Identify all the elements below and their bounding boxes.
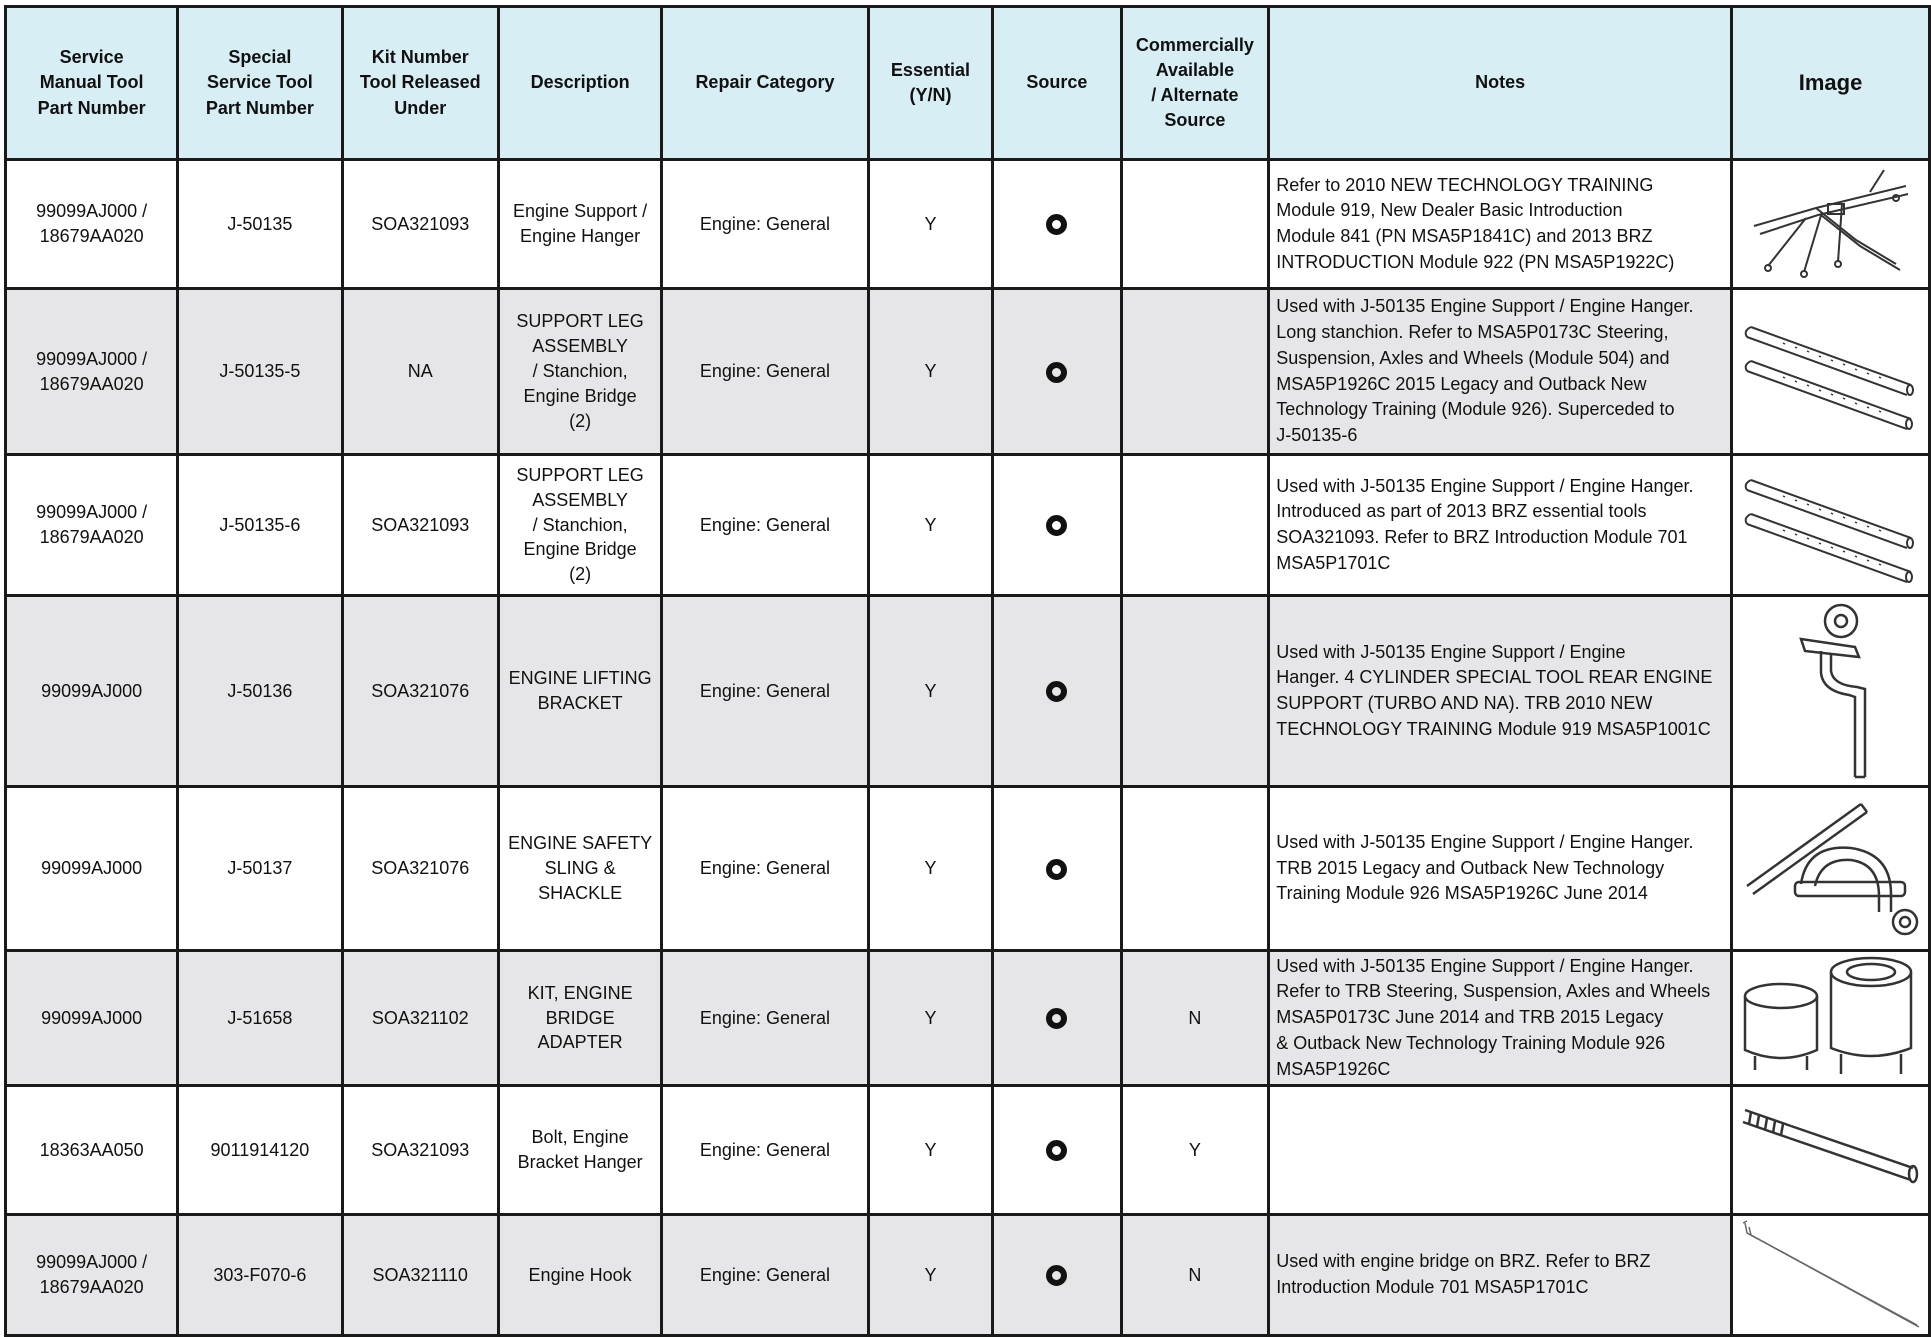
header-line: Kit Number <box>371 47 469 68</box>
cell-line: BRACKET <box>537 693 623 713</box>
stanchion-image <box>1735 313 1926 431</box>
cell-line: Used with J-50135 Engine Support / Engine Hanger. <box>1276 831 1694 852</box>
cell-line: Introduced as part of 2013 BRZ essential tools <box>1276 501 1647 522</box>
cell-image <box>1732 160 1930 289</box>
table-row <box>6 289 1930 455</box>
cell-kit-number: SOA321102 <box>342 951 498 1086</box>
col-image: Image <box>1732 7 1930 160</box>
cell-repair-category: Engine: General <box>662 160 868 289</box>
cell-line: 99099AJ000 <box>41 680 143 701</box>
cell-special-service: 303-F070-6 <box>178 1215 342 1336</box>
cell-line: J-50135-6 <box>1276 424 1358 445</box>
cell-line: Hanger. 4 CYLINDER SPECIAL TOOL REAR ENGINE <box>1276 667 1713 688</box>
cell-notes <box>1269 787 1732 951</box>
cell-service-manual <box>6 951 178 1086</box>
cell-image <box>1732 596 1930 787</box>
cell-line: TECHNOLOGY TRAINING Module 919 MSA5P1001C <box>1276 718 1711 739</box>
cell-line: MSA5P1701C <box>1276 552 1391 573</box>
cell-special-service: J-50135 <box>178 160 342 289</box>
ring-icon <box>1046 859 1067 880</box>
cell-source <box>993 787 1121 951</box>
cell-source <box>993 455 1121 596</box>
col-essential <box>868 7 993 160</box>
lifting-bracket-image <box>1735 601 1926 781</box>
cell-line: 99099AJ000 / <box>36 1252 148 1273</box>
cell-line: 18363AA050 <box>39 1139 144 1160</box>
sling-shackle-image <box>1735 794 1926 944</box>
cell-essential: Y <box>868 1086 993 1215</box>
bridge-adapter-image <box>1735 952 1926 1084</box>
col-kit-number <box>342 7 498 160</box>
cell-line: Module 841 (PN MSA5P1841C) and 2013 BRZ <box>1276 226 1653 246</box>
cell-line: BRIDGE <box>545 1007 615 1028</box>
table-row <box>6 1215 1930 1336</box>
col-repair-category: Repair Category <box>662 7 868 160</box>
header-line: Part Number <box>205 97 314 118</box>
cell-image <box>1732 1215 1930 1336</box>
ring-icon <box>1046 681 1067 702</box>
table-row <box>6 787 1930 951</box>
header-line: (Y/N) <box>909 85 952 105</box>
cell-line: Engine Bridge <box>523 385 637 406</box>
cell-line: ENGINE LIFTING <box>508 668 652 689</box>
cell-line: Bracket Hanger <box>517 1152 643 1172</box>
cell-line: ENGINE SAFETY <box>508 833 653 854</box>
col-service-manual <box>6 7 178 160</box>
cell-notes <box>1269 160 1732 289</box>
cell-line: MSA5P1926C 2015 Legacy and Outback New <box>1276 373 1647 394</box>
cell-line: 99099AJ000 / <box>36 348 148 369</box>
cell-special-service: J-50137 <box>178 787 342 951</box>
cell-commercial <box>1121 787 1269 951</box>
cell-notes <box>1269 1215 1732 1336</box>
cell-line: Module 919, New Dealer Basic Introduction <box>1276 200 1623 221</box>
cell-line: SUPPORT LEG <box>516 311 644 332</box>
cell-line: 18679AA020 <box>39 527 144 547</box>
cell-essential: Y <box>868 787 993 951</box>
header-line: Under <box>394 97 447 118</box>
stanchion-image <box>1735 466 1926 584</box>
cell-essential: Y <box>868 1215 993 1336</box>
header-line: Special <box>228 47 292 68</box>
header-line: Manual Tool <box>39 72 144 93</box>
cell-repair-category: Engine: General <box>662 289 868 455</box>
cell-line: Refer to TRB Steering, Suspension, Axles and Wheels <box>1276 981 1711 1002</box>
cell-source <box>993 289 1121 455</box>
cell-line: Long stanchion. Refer to MSA5P0173C Steering, <box>1276 322 1669 343</box>
cell-service-manual <box>6 455 178 596</box>
cell-line: Bolt, Engine <box>531 1127 629 1148</box>
cell-line: Refer to 2010 NEW TECHNOLOGY TRAINING <box>1276 174 1654 195</box>
cell-image <box>1732 289 1930 455</box>
cell-line: Technology Training (Module 926). Superceded to <box>1276 399 1675 420</box>
header-line: / Alternate <box>1151 85 1239 105</box>
cell-description <box>498 455 661 596</box>
cell-commercial: N <box>1121 1215 1269 1336</box>
table-row <box>6 455 1930 596</box>
cell-notes <box>1269 1086 1732 1215</box>
cell-image <box>1732 1086 1930 1215</box>
cell-essential: Y <box>868 596 993 787</box>
cell-service-manual <box>6 1215 178 1336</box>
cell-commercial: Y <box>1121 1086 1269 1215</box>
header-row <box>6 7 1930 160</box>
cell-source <box>993 1215 1121 1336</box>
header-line: Service Tool <box>207 72 313 93</box>
cell-line: Used with J-50135 Engine Support / Engine <box>1276 641 1626 662</box>
cell-notes <box>1269 455 1732 596</box>
cell-kit-number: SOA321110 <box>342 1215 498 1336</box>
cell-line: 99099AJ000 / <box>36 502 148 523</box>
cell-service-manual <box>6 289 178 455</box>
cell-line: Used with J-50135 Engine Support / Engine Hanger. <box>1276 296 1694 317</box>
header-line: Service <box>59 47 124 68</box>
col-source: Source <box>993 7 1121 160</box>
cell-essential: Y <box>868 289 993 455</box>
cell-line: ASSEMBLY <box>532 336 628 357</box>
cell-line: & Outback New Technology Training Module 926 <box>1276 1032 1666 1053</box>
cell-line: ASSEMBLY <box>532 489 628 510</box>
cell-commercial <box>1121 160 1269 289</box>
cell-repair-category: Engine: General <box>662 596 868 787</box>
cell-line: Engine Bridge <box>523 539 637 560</box>
cell-essential: Y <box>868 160 993 289</box>
cell-repair-category: Engine: General <box>662 1215 868 1336</box>
cell-line: Suspension, Axles and Wheels (Module 504) and <box>1276 347 1670 368</box>
table-row <box>6 160 1930 289</box>
ring-icon <box>1046 515 1067 536</box>
table-row <box>6 1086 1930 1215</box>
cell-line: 99099AJ000 <box>41 858 143 879</box>
cell-image <box>1732 787 1930 951</box>
cell-description <box>498 787 661 951</box>
cell-line: Used with J-50135 Engine Support / Engine Hanger. <box>1276 475 1694 496</box>
cell-line: Training Module 926 MSA5P1926C June 2014 <box>1276 883 1648 904</box>
cell-line: SOA321093. Refer to BRZ Introduction Module 701 <box>1276 527 1688 547</box>
tool-table <box>4 5 1931 1337</box>
ring-icon <box>1046 1265 1067 1286</box>
cell-notes <box>1269 951 1732 1086</box>
header-line: Source <box>1164 110 1226 131</box>
cell-line: Introduction Module 701 MSA5P1701C <box>1276 1277 1589 1297</box>
cell-kit-number: SOA321093 <box>342 1086 498 1215</box>
cell-line: SHACKLE <box>538 882 623 903</box>
cell-description <box>498 1215 661 1336</box>
cell-line: MSA5P1926C <box>1276 1058 1391 1079</box>
cell-essential: Y <box>868 455 993 596</box>
col-description: Description <box>498 7 661 160</box>
cell-line: TRB 2015 Legacy and Outback New Technology <box>1276 857 1665 878</box>
cell-special-service: 9011914120 <box>178 1086 342 1215</box>
cell-commercial <box>1121 455 1269 596</box>
cell-kit-number: SOA321093 <box>342 160 498 289</box>
cell-special-service: J-50136 <box>178 596 342 787</box>
bolt-image <box>1735 1100 1926 1200</box>
cell-line: SUPPORT (TURBO AND NA). TRB 2010 NEW <box>1276 693 1653 713</box>
cell-repair-category: Engine: General <box>662 951 868 1086</box>
cell-line: / Stanchion, <box>532 361 628 382</box>
cell-line: Engine Hanger <box>520 226 641 246</box>
cell-commercial <box>1121 596 1269 787</box>
cell-service-manual <box>6 787 178 951</box>
cell-commercial: N <box>1121 951 1269 1086</box>
header-line: Essential <box>890 59 970 80</box>
cell-description <box>498 160 661 289</box>
engine-support-image <box>1735 168 1926 280</box>
cell-line: ADAPTER <box>537 1032 623 1053</box>
cell-line: (2) <box>569 564 592 585</box>
cell-kit-number: SOA321076 <box>342 787 498 951</box>
cell-line: 18679AA020 <box>39 373 144 394</box>
col-commercial <box>1121 7 1269 160</box>
col-special-service <box>178 7 342 160</box>
cell-line: (2) <box>569 410 592 431</box>
cell-commercial <box>1121 289 1269 455</box>
cell-source <box>993 160 1121 289</box>
cell-kit-number: SOA321076 <box>342 596 498 787</box>
cell-source <box>993 596 1121 787</box>
cell-description <box>498 289 661 455</box>
header-line: Part Number <box>37 97 146 118</box>
cell-service-manual <box>6 160 178 289</box>
cell-repair-category: Engine: General <box>662 787 868 951</box>
cell-special-service: J-50135-6 <box>178 455 342 596</box>
cell-line: Engine Support / <box>513 201 648 222</box>
cell-description <box>498 1086 661 1215</box>
cell-line: SLING & <box>544 858 616 879</box>
cell-line: Engine Hook <box>528 1264 632 1285</box>
cell-line: MSA5P0173C June 2014 and TRB 2015 Legacy <box>1276 1007 1664 1028</box>
cell-repair-category: Engine: General <box>662 455 868 596</box>
cell-special-service: J-51658 <box>178 951 342 1086</box>
cell-source <box>993 951 1121 1086</box>
cell-line: 18679AA020 <box>39 226 144 246</box>
cell-line: 18679AA020 <box>39 1277 144 1297</box>
header-line: Tool Released <box>359 72 481 93</box>
table-row <box>6 596 1930 787</box>
cell-service-manual <box>6 1086 178 1215</box>
col-notes: Notes <box>1269 7 1732 160</box>
ring-icon <box>1046 1008 1067 1029</box>
table-body <box>6 160 1930 1336</box>
table-header <box>6 7 1930 160</box>
cell-line: SUPPORT LEG <box>516 464 644 485</box>
cell-essential: Y <box>868 951 993 1086</box>
table-row <box>6 951 1930 1086</box>
cell-image <box>1732 455 1930 596</box>
cell-image <box>1732 951 1930 1086</box>
cell-repair-category: Engine: General <box>662 1086 868 1215</box>
cell-notes <box>1269 596 1732 787</box>
cell-line: INTRODUCTION Module 922 (PN MSA5P1922C) <box>1276 251 1675 272</box>
cell-description <box>498 596 661 787</box>
cell-kit-number: NA <box>342 289 498 455</box>
cell-special-service: J-50135-5 <box>178 289 342 455</box>
engine-hook-image <box>1735 1219 1926 1331</box>
ring-icon <box>1046 1140 1067 1161</box>
cell-line: Used with engine bridge on BRZ. Refer to BRZ <box>1276 1251 1651 1272</box>
cell-line: / Stanchion, <box>532 514 628 535</box>
cell-line: 99099AJ000 <box>41 1007 143 1028</box>
cell-line: Used with J-50135 Engine Support / Engine Hanger. <box>1276 955 1694 976</box>
cell-kit-number: SOA321093 <box>342 455 498 596</box>
header-line: Available <box>1155 59 1235 80</box>
header-line: Commercially <box>1135 34 1254 55</box>
cell-line: 99099AJ000 / <box>36 201 148 222</box>
ring-icon <box>1046 362 1067 383</box>
cell-service-manual <box>6 596 178 787</box>
cell-line: KIT, ENGINE <box>527 982 633 1003</box>
cell-description <box>498 951 661 1086</box>
ring-icon <box>1046 214 1067 235</box>
cell-source <box>993 1086 1121 1215</box>
cell-notes <box>1269 289 1732 455</box>
